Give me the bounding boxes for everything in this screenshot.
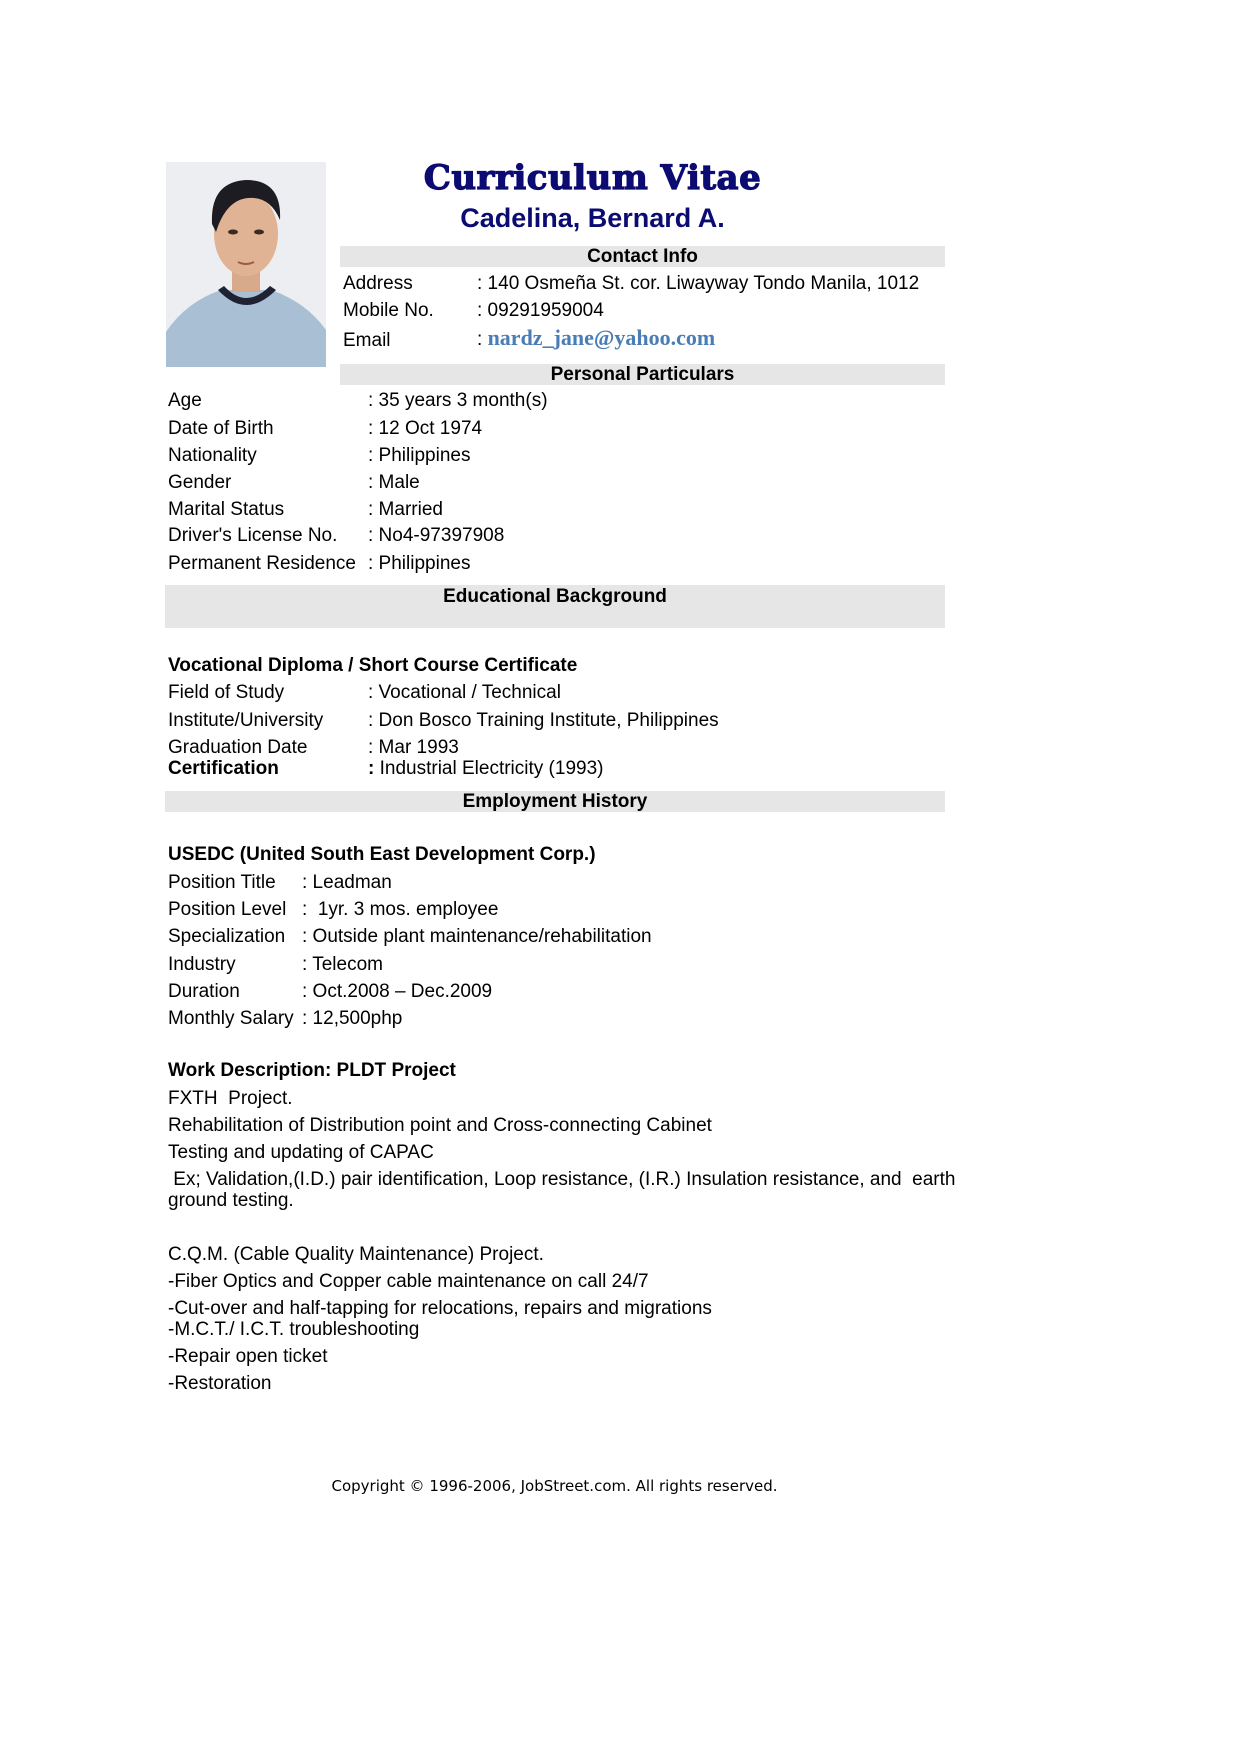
monthly-salary-label: Monthly Salary (168, 1008, 294, 1029)
field-of-study-value: : Vocational / Technical (368, 682, 561, 703)
marital-status-label: Marital Status (168, 499, 285, 520)
cqm-line-fiber-optics: -Fiber Optics and Copper cable maintenance on call 24/7 (168, 1271, 649, 1292)
address-label: Address (343, 273, 413, 294)
portrait-image-icon (166, 162, 326, 367)
industry-value: : Telecom (302, 954, 383, 975)
applicant-photo (166, 162, 326, 367)
position-title-label: Position Title (168, 872, 276, 893)
email-label: Email (343, 330, 391, 351)
mobile-label: Mobile No. (343, 300, 434, 321)
applicant-name: Cadelina, Bernard A. (460, 203, 725, 233)
institute-value: : Don Bosco Training Institute, Philippines (368, 710, 719, 731)
graduation-date-label: Graduation Date (168, 737, 308, 758)
email-link[interactable]: nardz_jane@yahoo.com (487, 325, 716, 350)
drivers-license-label: Driver's License No. (168, 525, 338, 546)
graduation-date-value: : Mar 1993 (368, 737, 459, 758)
age-label: Age (168, 390, 202, 411)
work-line-example: Ex; Validation,(I.D.) pair identification, Loop resistance, (I.R.) Insulation resistance, and earth (168, 1169, 956, 1190)
position-level-value: : 1yr. 3 mos. employee (302, 899, 499, 920)
contact-info-heading: Contact Info (340, 246, 945, 267)
email-value (477, 327, 715, 351)
field-of-study-label: Field of Study (168, 682, 285, 703)
employment-history-heading: Employment History (165, 791, 945, 812)
dob-label: Date of Birth (168, 418, 274, 439)
copyright-footer: Copyright © 1996-2006, JobStreet.com. All rights reserved. (331, 1477, 778, 1495)
certification-value (368, 758, 603, 780)
marital-status-value: : Married (368, 499, 443, 520)
dob-value: : 12 Oct 1974 (368, 418, 483, 439)
education-qualification: Vocational Diploma / Short Course Certificate (168, 655, 578, 676)
permanent-residence-value: : Philippines (368, 553, 471, 574)
nationality-value: : Philippines (368, 445, 471, 466)
specialization-label: Specialization (168, 926, 286, 947)
monthly-salary-value: : 12,500php (302, 1008, 403, 1029)
gender-value: : Male (368, 472, 420, 493)
drivers-license-value: : No4-97397908 (368, 525, 505, 546)
cqm-line-troubleshooting: -M.C.T./ I.C.T. troubleshooting (168, 1319, 420, 1340)
specialization-value: : Outside plant maintenance/rehabilitation (302, 926, 652, 947)
employer-name: USEDC (United South East Development Corp.) (168, 844, 596, 865)
work-line-rehabilitation: Rehabilitation of Distribution point and Cross-connecting Cabinet (168, 1115, 712, 1136)
certification-text: Industrial Electricity (1993) (374, 758, 604, 779)
work-line-testing: Testing and updating of CAPAC (168, 1142, 434, 1163)
educational-background-heading: Educational Background (165, 585, 945, 628)
cqm-line-cut-over: -Cut-over and half-tapping for relocations, repairs and migrations (168, 1298, 712, 1319)
position-title-value: : Leadman (302, 872, 392, 893)
personal-particulars-heading: Personal Particulars (340, 364, 945, 385)
cqm-line-repair-ticket: -Repair open ticket (168, 1346, 328, 1367)
position-level-label: Position Level (168, 899, 287, 920)
duration-label: Duration (168, 981, 240, 1002)
age-value: : 35 years 3 month(s) (368, 390, 548, 411)
certification-colon: : (368, 758, 375, 779)
mobile-value: : 09291959004 (477, 300, 604, 321)
cqm-project-heading: C.Q.M. (Cable Quality Maintenance) Project. (168, 1244, 544, 1265)
work-description-heading: Work Description: PLDT Project (168, 1060, 456, 1081)
certification-label: Certification (168, 758, 279, 779)
work-line-ground-testing: ground testing. (168, 1190, 294, 1211)
document-title: Curriculum Vitae (423, 158, 762, 198)
industry-label: Industry (168, 954, 236, 975)
nationality-label: Nationality (168, 445, 257, 466)
address-value: : 140 Osmeña St. cor. Liwayway Tondo Manila, 1012 (477, 273, 920, 294)
work-line-fxth: FXTH Project. (168, 1088, 293, 1109)
institute-label: Institute/University (168, 710, 324, 731)
gender-label: Gender (168, 472, 232, 493)
email-colon: : (477, 329, 488, 350)
cqm-line-restoration: -Restoration (168, 1373, 272, 1394)
permanent-residence-label: Permanent Residence (168, 553, 356, 574)
duration-value: : Oct.2008 – Dec.2009 (302, 981, 493, 1002)
